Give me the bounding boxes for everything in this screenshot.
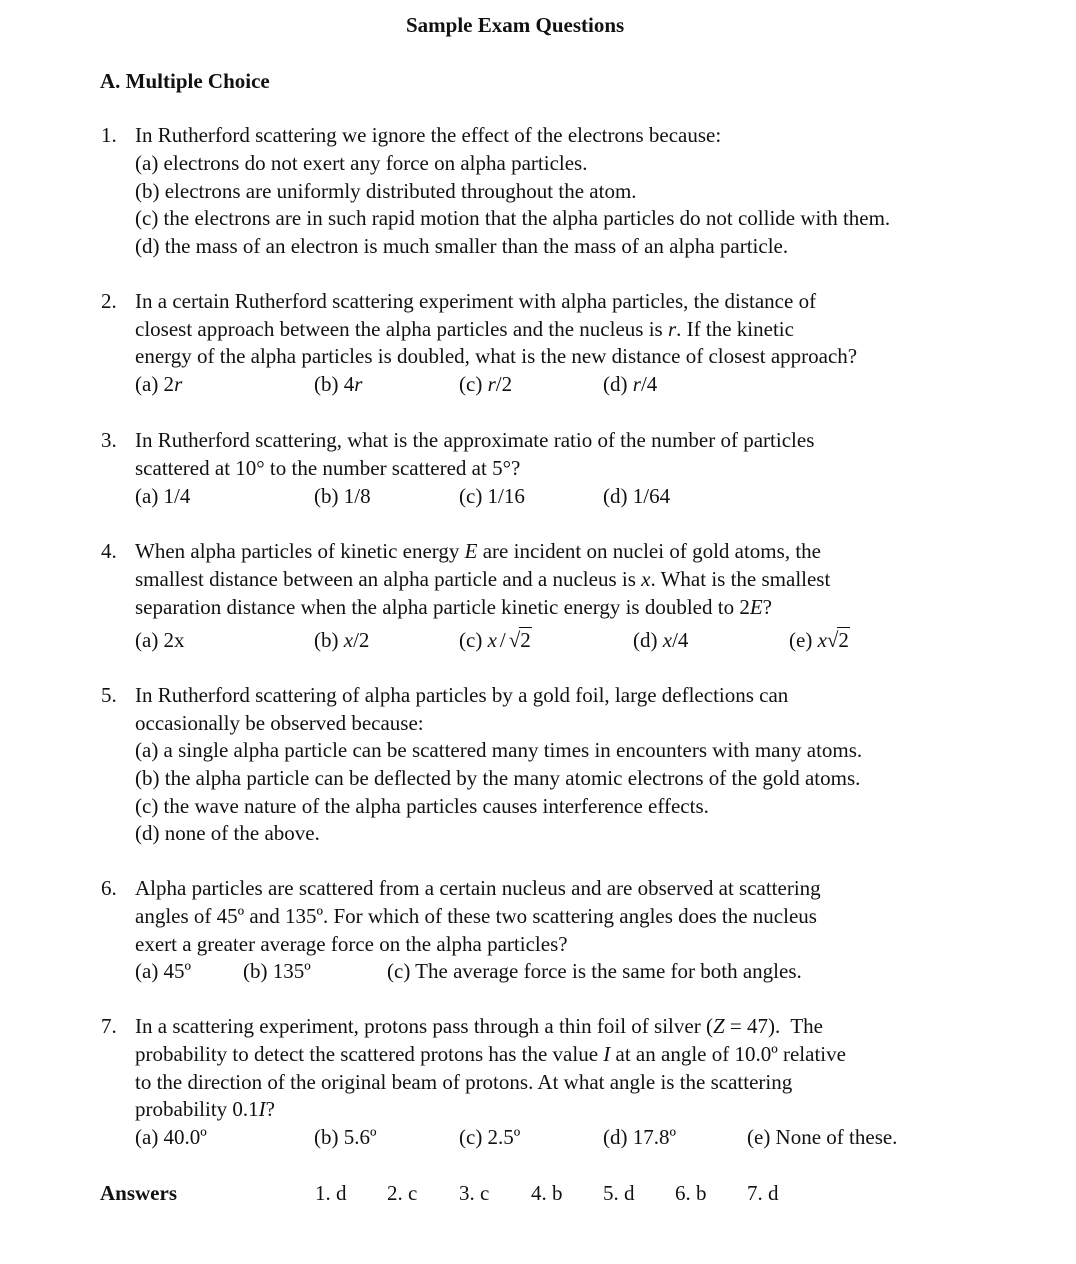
question-stem-line: When alpha particles of kinetic energy E are incident on nuclei of gold atoms, the: [135, 539, 821, 563]
question-number: 1.: [101, 123, 117, 147]
option-a: (a) electrons do not exert any force on alpha particles.: [135, 151, 588, 175]
option-b: (b) electrons are uniformly distributed throughout the atom.: [135, 179, 637, 203]
question-stem-line: occasionally be observed because:: [135, 711, 424, 735]
question-number: 4.: [101, 539, 117, 563]
question-stem-line: In a certain Rutherford scattering experiment with alpha particles, the distance of: [135, 289, 817, 313]
question-stem-line: to the direction of the original beam of protons. At what angle is the scattering: [135, 1070, 793, 1094]
question-number: 3.: [101, 428, 117, 452]
question-number: 7.: [101, 1014, 117, 1038]
answer-item: 4. b: [531, 1181, 563, 1205]
question-stem-line: Alpha particles are scattered from a certain nucleus and are observed at scattering: [135, 876, 821, 900]
question-stem-line: In Rutherford scattering of alpha particles by a gold foil, large deflections can: [135, 683, 789, 707]
answer-item: 5. d: [603, 1181, 635, 1205]
answer-item: 2. c: [387, 1181, 418, 1205]
option-c: (c) r/2: [459, 372, 513, 396]
question-stem-line: probability 0.1I?: [135, 1097, 275, 1121]
option-e: (e) x√2: [789, 628, 849, 652]
option-a: (a) 45º: [135, 959, 192, 983]
section-heading: A. Multiple Choice: [100, 69, 270, 93]
option-c: (c) x / √2: [459, 628, 531, 652]
answers-label: Answers: [100, 1181, 177, 1205]
option-b: (b) 4r: [314, 372, 363, 396]
question-stem-line: scattered at 10° to the number scattered at 5°?: [135, 456, 521, 480]
option-b: (b) x/2: [314, 628, 370, 652]
option-b: (b) the alpha particle can be deflected by the many atomic electrons of the gold atoms.: [135, 766, 861, 790]
option-c: (c) The average force is the same for both angles.: [387, 959, 802, 983]
question-stem-line: probability to detect the scattered protons has the value I at an angle of 10.0º relative: [135, 1042, 846, 1066]
sqrt-symbol: √2: [826, 628, 849, 652]
answer-item: 6. b: [675, 1181, 707, 1205]
option-c: (c) the wave nature of the alpha particles causes interference effects.: [135, 794, 709, 818]
answer-item: 7. d: [747, 1181, 779, 1205]
option-d: (d) 17.8º: [603, 1125, 676, 1149]
question-stem-line: In Rutherford scattering, what is the approximate ratio of the number of particles: [135, 428, 815, 452]
option-a: (a) 1/4: [135, 484, 191, 508]
option-d: (d) 1/64: [603, 484, 671, 508]
question-stem-line: closest approach between the alpha particles and the nucleus is r. If the kinetic: [135, 317, 794, 341]
option-a: (a) 2x: [135, 628, 185, 652]
question-stem-line: angles of 45º and 135º. For which of these two scattering angles does the nucleus: [135, 904, 817, 928]
question-number: 6.: [101, 876, 117, 900]
question-stem-line: energy of the alpha particles is doubled, what is the new distance of closest approach?: [135, 344, 858, 368]
question-number: 5.: [101, 683, 117, 707]
question-stem-line: exert a greater average force on the alpha particles?: [135, 932, 568, 956]
option-d: (d) none of the above.: [135, 821, 320, 845]
option-d: (d) x/4: [633, 628, 689, 652]
option-a: (a) 40.0º: [135, 1125, 207, 1149]
option-b: (b) 5.6º: [314, 1125, 377, 1149]
option-e: (e) None of these.: [747, 1125, 898, 1149]
answer-item: 3. c: [459, 1181, 490, 1205]
question-stem-line: separation distance when the alpha particle kinetic energy is doubled to 2E?: [135, 595, 772, 619]
option-b: (b) 1/8: [314, 484, 371, 508]
answer-item: 1. d: [315, 1181, 347, 1205]
option-c: (c) the electrons are in such rapid motion that the alpha particles do not collide with them.: [135, 206, 891, 230]
option-a: (a) a single alpha particle can be scattered many times in encounters with many atoms.: [135, 738, 863, 762]
option-d: (d) r/4: [603, 372, 658, 396]
option-b: (b) 135º: [243, 959, 311, 983]
sqrt-symbol: √2: [508, 628, 531, 652]
option-d: (d) the mass of an electron is much smaller than the mass of an alpha particle.: [135, 234, 789, 258]
option-c: (c) 1/16: [459, 484, 525, 508]
question-stem-line: In a scattering experiment, protons pass through a thin foil of silver (Z = 47). The: [135, 1014, 823, 1038]
question-stem: In Rutherford scattering we ignore the effect of the electrons because:: [135, 123, 722, 147]
option-a: (a) 2r: [135, 372, 183, 396]
option-c: (c) 2.5º: [459, 1125, 521, 1149]
question-stem-line: smallest distance between an alpha particle and a nucleus is x. What is the smallest: [135, 567, 831, 591]
question-number: 2.: [101, 289, 117, 313]
page-title: Sample Exam Questions: [406, 13, 625, 37]
